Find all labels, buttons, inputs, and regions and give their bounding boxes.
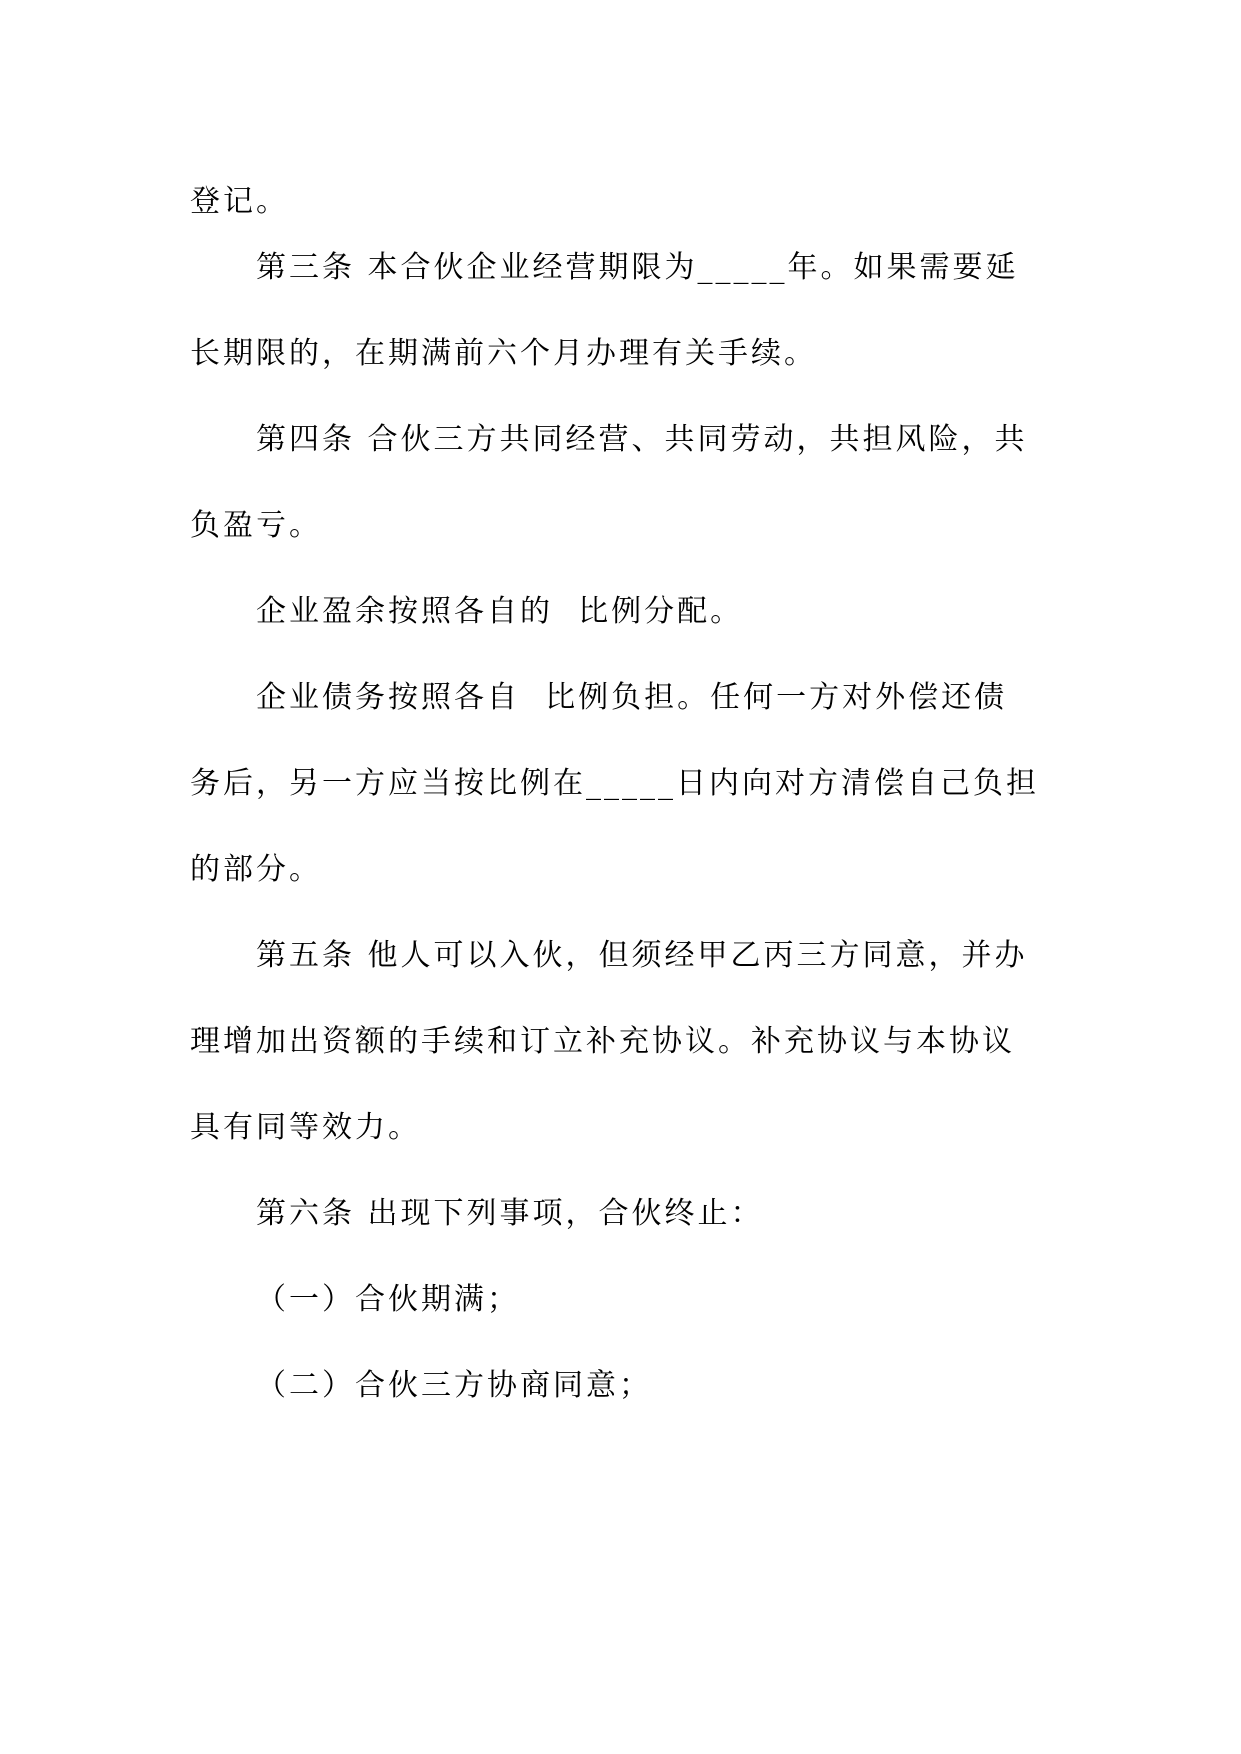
article-4-line-1: 第四条 合伙三方共同经营、共同劳动，共担风险，共 (256, 422, 1028, 457)
article-6-item-2: （二）合伙三方协商同意； (256, 1368, 652, 1403)
article-6-line-1: 第六条 出现下列事项，合伙终止： (256, 1196, 764, 1231)
article-5-line-1: 第五条 他人可以入伙，但须经甲乙丙三方同意，并办 (256, 938, 1028, 973)
article-6-item-1: （一）合伙期满； (256, 1282, 520, 1317)
debt-line-3: 的部分。 (190, 852, 322, 887)
debt-line-1: 企业债务按照各自 比例负担。任何一方对外偿还债 (256, 680, 1008, 715)
article-3-line-1: 第三条 本合伙企业经营期限为_____年。如果需要延 (256, 250, 1019, 285)
debt-line-2: 务后，另一方应当按比例在_____日内向对方清偿自己负担 (190, 766, 1039, 801)
article-4-line-2: 负盈亏。 (190, 508, 322, 543)
profit-distribution-line: 企业盈余按照各自的 比例分配。 (256, 594, 744, 629)
article-5-line-2: 理增加出资额的手续和订立补充协议。补充协议与本协议 (190, 1024, 1015, 1059)
article-5-line-3: 具有同等效力。 (190, 1110, 421, 1145)
article-3-line-2: 长期限的，在期满前六个月办理有关手续。 (190, 336, 817, 371)
text-line-registration: 登记。 (190, 184, 289, 219)
